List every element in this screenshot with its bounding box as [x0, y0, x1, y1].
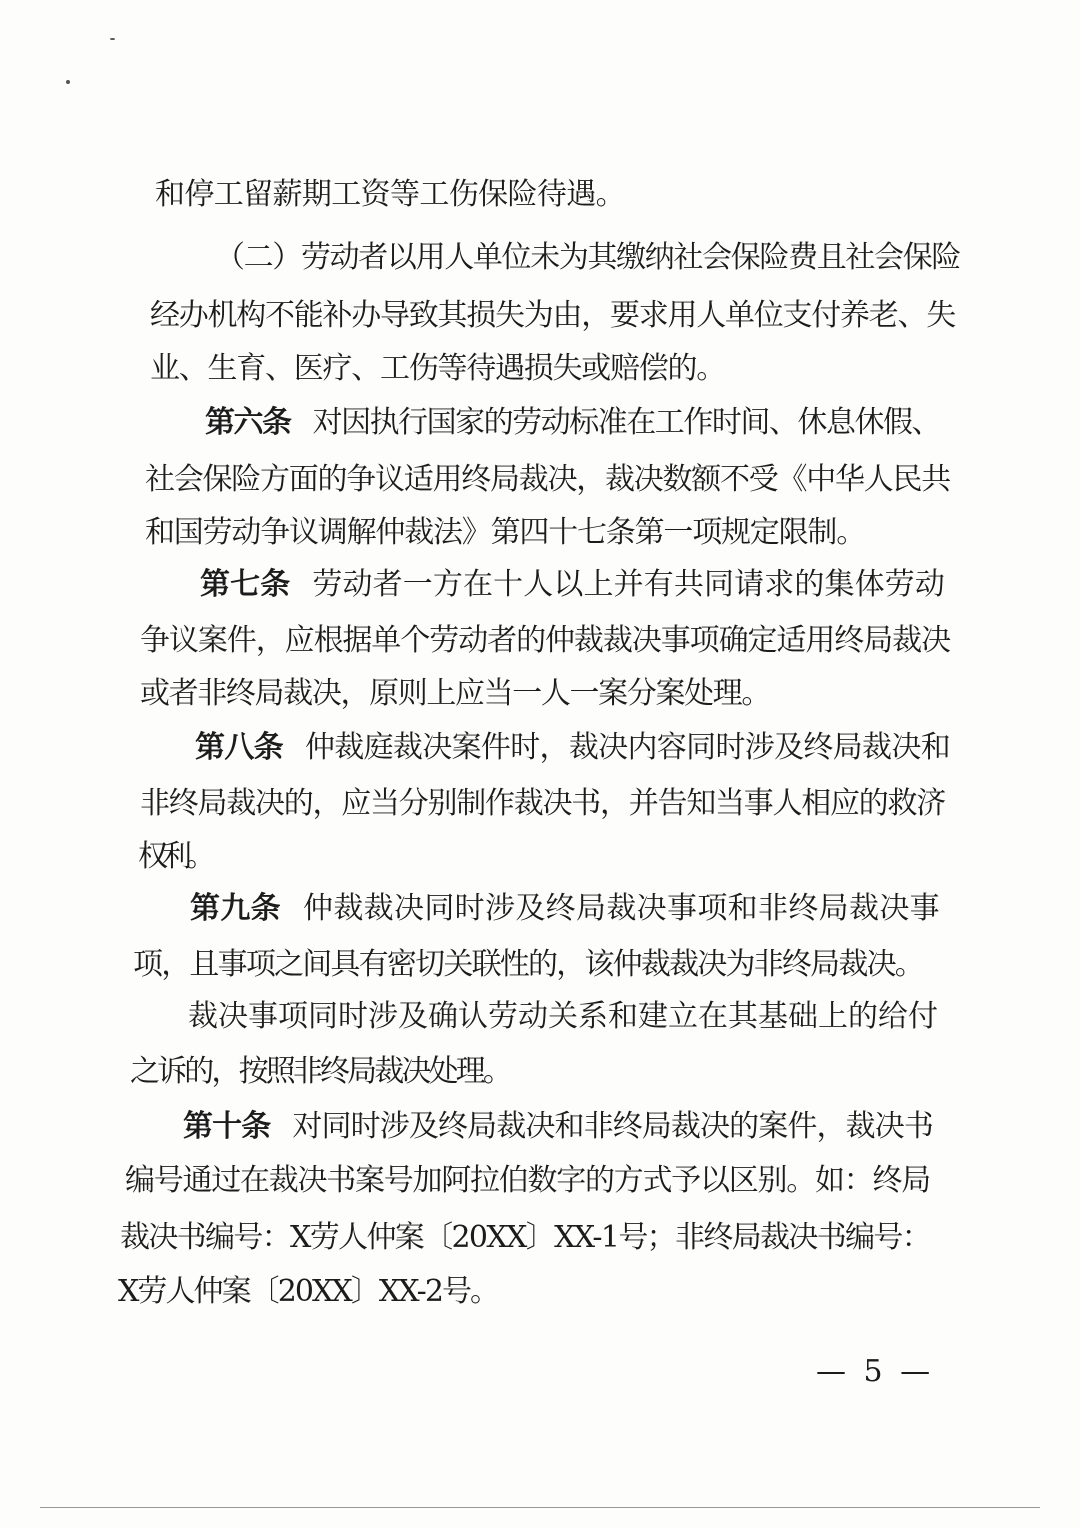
text-line: [155, 175, 625, 215]
article-heading: 第七条: [200, 567, 291, 602]
text-line: [195, 728, 950, 768]
text-line: [140, 784, 945, 824]
text-line: [133, 945, 923, 985]
line-text: 对因执行国家的劳动标准在工作时间、休息休假、: [312, 405, 941, 440]
line-text: 劳动者一方在十人以上并有共同请求的集体劳动: [312, 567, 945, 602]
line-text: 对同时涉及终局裁决和非终局裁决的案件，裁决书: [292, 1109, 934, 1144]
line-text: 项，且事项之间具有密切关联性的，该仲裁裁决为非终局裁决。: [133, 947, 923, 982]
text-line: [130, 1052, 510, 1092]
text-line: [118, 1272, 498, 1312]
line-text: 仲裁庭裁决案件时，裁决内容同时涉及终局裁决和: [304, 730, 951, 765]
article-heading: 第六条: [205, 405, 291, 440]
scan-speck: [66, 80, 70, 84]
scan-edge-line: [40, 1507, 1040, 1508]
line-text: 仲裁裁决同时涉及终局裁决事项和非终局裁决事: [303, 891, 940, 926]
text-line: [145, 460, 950, 500]
text-line: [140, 621, 950, 661]
text-line: [205, 403, 940, 443]
text-line: [120, 1218, 930, 1258]
line-text: 非终局裁决的，应当分别制作裁决书，并告知当事人相应的救济: [140, 786, 945, 821]
article-heading: 第九条: [190, 891, 281, 926]
line-text: 编号通过在裁决书案号加阿拉伯数字的方式予以区别。如：终局: [125, 1163, 930, 1198]
scan-speck: [110, 38, 115, 40]
text-line: [145, 513, 865, 553]
text-line: [138, 837, 210, 877]
text-line: [150, 296, 955, 336]
line-text: 和国劳动争议调解仲裁法》第四十七条第一项规定限制。: [145, 515, 865, 550]
text-line: [215, 238, 960, 278]
line-text: 经办机构不能补办导致其损失为由，要求用人单位支付养老、失: [150, 298, 955, 333]
line-text: 裁决书编号：X劳人仲案〔20XX〕XX-1号；非终局裁决书编号：: [120, 1220, 931, 1255]
line-text: 业、生育、医疗、工伤等待遇损失或赔偿的。: [150, 351, 725, 386]
line-text: 和停工留薪期工资等工伤保险待遇。: [155, 177, 625, 212]
article-heading: 第十条: [183, 1109, 271, 1144]
line-text: 争议案件，应根据单个劳动者的仲裁裁决事项确定适用终局裁决: [140, 623, 950, 658]
line-text: 裁决事项同时涉及确认劳动关系和建立在其基础上的给付: [188, 999, 938, 1034]
line-text: 权利。: [138, 839, 210, 874]
line-text: 或者非终局裁决，原则上应当一人一案分案处理。: [140, 676, 770, 711]
article-heading: 第八条: [195, 730, 283, 765]
text-line: [125, 1161, 930, 1201]
line-text: 社会保险方面的争议适用终局裁决，裁决数额不受《中华人民共: [145, 462, 950, 497]
line-text: （二）劳动者以用人单位未为其缴纳社会保险费且社会保险: [215, 240, 960, 275]
line-text: 之诉的，按照非终局裁决处理。: [130, 1054, 510, 1089]
text-line: [188, 997, 938, 1037]
text-line: [200, 565, 945, 605]
text-line: [183, 1107, 933, 1147]
line-text: X劳人仲案〔20XX〕XX-2号。: [118, 1274, 499, 1309]
text-line: [150, 349, 725, 389]
page-number: — 5 —: [816, 1354, 935, 1389]
text-line: [140, 674, 770, 714]
text-line: [190, 889, 940, 929]
